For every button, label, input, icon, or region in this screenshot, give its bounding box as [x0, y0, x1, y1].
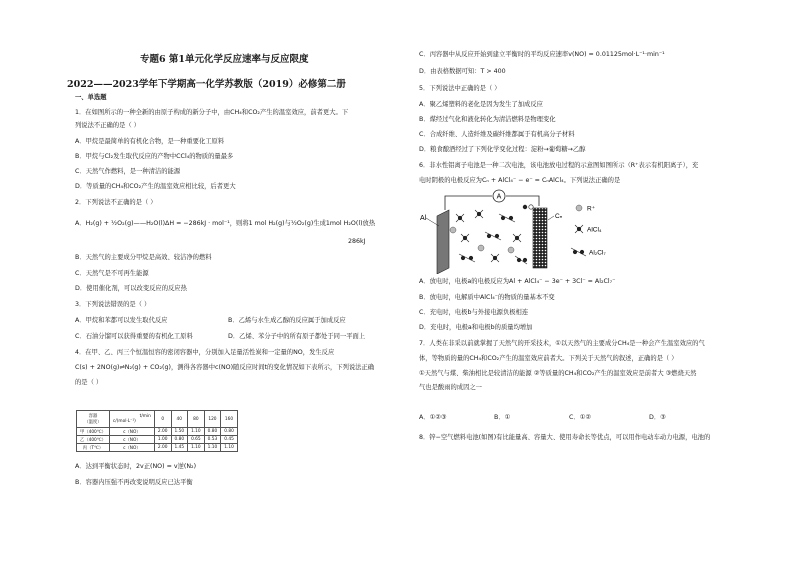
q6-option-c: C．充电时，电极b与外接电源负极相连	[419, 309, 529, 316]
table-cell: 0.80	[221, 428, 238, 436]
q6-stem-line2: 电时阴极的电极反应为Cₙ + AlCl₄⁻ − e⁻ = CₙAlCl₄。下列说法正确的是	[419, 177, 621, 184]
cation-dot	[450, 227, 456, 233]
q1-stem-line2: 列说法不正确的是（ ）	[75, 122, 140, 129]
table-header-conc: c/(mol·L⁻¹)	[112, 419, 136, 424]
q3-option-a: A．甲烷和苯都可以发生取代反应	[75, 317, 168, 324]
table-row	[77, 428, 238, 436]
section-heading: 一、单选题	[75, 94, 107, 101]
cation-dot	[478, 245, 484, 251]
q7-stem-line3: ①天然气与煤、柴油相比是较清洁的能源 ②等质量的CH₄和CO₂产生的温室效应是前者大 ③燃烧天然	[419, 370, 697, 377]
q1-option-b: B．甲烷与Cl₂发生取代反应的产物中CCl₄的物质的量最多	[75, 153, 234, 160]
q7-option-d: D．③	[649, 414, 666, 421]
table-cell: 1.10	[188, 444, 205, 452]
q7-stem-line2: 体，等物质的量的CH₄和CO₂产生的温室效应前者大。下列关于天然气的叙述，正确的是（ ）	[419, 355, 678, 362]
electrolyte-ions	[456, 210, 527, 264]
electron-dot	[529, 205, 533, 209]
table-cell: 1.10	[204, 444, 221, 452]
table-cell: 0.65	[188, 436, 205, 444]
q8-stem: 8．锌−空气燃料电池(如图)有比能量高、容量大、使用寿命长等优点，可以用作电动车动力电源，电池的	[419, 434, 711, 441]
q7-stem-line1: 7．人类在非采以前就掌握了天然气的开采技术，①以天然气的主要成分CH₄是一种会产生温室效应的气	[419, 340, 705, 347]
legend-al2cl7-label: Al₂Cl₇	[589, 249, 606, 257]
table-header-time: t/min	[139, 414, 151, 419]
cn-electrode-label: Cₙ	[555, 213, 563, 220]
q5-option-a: A．聚乙烯塑料的老化是因为发生了加成反应	[419, 101, 543, 108]
table-row-species: c（NO）	[109, 428, 154, 436]
q5-option-c: C．合成纤维、人造纤维及碳纤维都属于有机高分子材料	[419, 131, 575, 138]
table-header-temp: （温度）	[84, 420, 102, 425]
table-row-label: 丙（T℃）	[77, 444, 110, 452]
table-cell: 0.80	[204, 428, 221, 436]
table-cell: 1.45	[171, 444, 188, 452]
aluminum-ion-battery-diagram	[415, 186, 625, 274]
q1-stem-line1: 1．在如图所示的一种全新的由原子构成的新分子中，由CH₄和CO₂产生的温室效应，前者更大。下	[75, 109, 349, 116]
page-subtitle: 2022——2023学年下学期高一化学苏教版（2019）必修第二册	[67, 79, 346, 90]
q4-option-b: B．容器内压强不再改变说明反应已达平衡	[75, 479, 193, 486]
q1-option-a: A．甲烷是最简单的有机化合物，是一种重要化工原料	[75, 138, 225, 145]
q7-option-b: B．①	[494, 414, 511, 421]
ion-dot	[523, 258, 527, 262]
table-row-species: c（NO）	[109, 444, 154, 452]
q2-option-a-cont: 286kJ	[348, 238, 366, 245]
electron-dot	[523, 205, 527, 209]
q3-stem: 3．下列说法错误的是（ ）	[75, 301, 151, 308]
q6-option-a: A．放电时，电极a的电极反应为Al + AlCl₄⁻ − 3e⁻ + 3Cl⁻ = Al₂Cl₇⁻	[419, 278, 616, 285]
q6-option-b: B．放电时，电解质中AlCl₄⁻的物质的量基本不变	[419, 294, 555, 301]
table-row-label: 乙（400℃）	[77, 436, 110, 444]
legend-al2cl7-icon	[571, 248, 586, 256]
table-cell: 1.50	[171, 428, 188, 436]
q2-stem: 2．下列说法不正确的是（ ）	[75, 199, 157, 206]
q4-stem-line2: C(s) + 2NO(g)⇌N₂(g) + CO₂(g)，测得各容器中c(NO)随反应时间t的变化情况如下表所示，下列说法正确	[75, 364, 375, 371]
q1-option-d: D．等质量的CH₄和CO₂产生的温室效应相比较，后者更大	[75, 183, 236, 190]
q3-option-b: B．乙烯与水生成乙醇的反应属于加成反应	[228, 317, 346, 324]
cation-dot	[508, 247, 514, 253]
table-diagonal-cell	[109, 411, 154, 428]
table-cell: 2.00	[154, 444, 171, 452]
legend-alcl4-label: AlCl₄	[587, 226, 602, 234]
q4-option-c: C．丙容器中从反应开始到建立平衡时的平均反应速率v(NO) = 0.01125mol·L⁻¹·min⁻¹	[419, 51, 665, 58]
q3-option-d: D．乙烯、苯分子中的所有原子都处于同一平面上	[228, 333, 366, 340]
q4-stem-line3: 的是（ ）	[75, 379, 103, 386]
table-row	[77, 436, 238, 444]
q5-stem: 5．下列说法中正确的是（ ）	[419, 85, 501, 92]
legend-alcl4-icon	[575, 225, 583, 233]
q6-option-d: D．充电时，电极a和电极b的质量均增加	[419, 324, 533, 331]
table-row-species: c（NO）	[109, 436, 154, 444]
table-cell: 1.00	[154, 436, 171, 444]
table-row	[77, 444, 238, 452]
q4-stem-line1: 4．在甲、乙、丙三个恒温恒容的密闭容器中，分别加入足量活性炭和一定量的NO，发生反应	[75, 349, 335, 356]
q4-option-d: D．由表格数据可知：T > 400	[419, 68, 506, 75]
q2-option-b: B．天然气的主要成分甲烷是高效、较洁净的燃料	[75, 254, 212, 261]
q7-stem-line4: 气也是酸雨的成因之一	[419, 384, 482, 391]
legend-r-label: R⁺	[587, 205, 596, 213]
table-time-160: 160	[221, 411, 238, 428]
table-cell: 0.53	[204, 436, 221, 444]
table-time-80: 80	[188, 411, 205, 428]
table-header-container: 容器	[88, 414, 98, 419]
q5-option-d: D．粮食酿酒经过了下列化学变化过程：淀粉→葡萄糖→乙醇	[419, 146, 586, 153]
table-time-120: 120	[204, 411, 221, 428]
q7-option-c: C．①②	[569, 414, 591, 421]
al-electrode	[437, 210, 449, 274]
q4-option-a: A．达到平衡状态时，2v正(NO) = v逆(N₂)	[75, 463, 197, 470]
table-row-label: 甲（400℃）	[77, 428, 110, 436]
q2-option-c: C．天然气是不可再生能源	[75, 270, 149, 277]
q2-option-a: A．H₂(g) + ½O₂(g)——H₂O(l)ΔH = −286kJ · mol⁻¹，则将1 mol H₂(g)与½O₂(g)生成1mol H₂O(l)放热	[75, 220, 376, 227]
table-cell: 2.00	[154, 428, 171, 436]
cn-electrode	[533, 208, 547, 268]
ammeter-label: A	[496, 193, 502, 201]
q6-stem-line1: 6．非水性铝离子电池是一种二次电池，该电池放电过程的示意图如图所示（R⁺表示有机阳离子），充	[419, 162, 699, 169]
q3-option-c: C．石油分馏可以获得重要的有机化工原料	[75, 333, 193, 340]
external-wire-right	[506, 196, 539, 206]
q1-option-c: C．天然气作燃料，是一种清洁的能源	[75, 168, 181, 175]
q7-option-a: A．①②③	[419, 414, 447, 421]
legend-r-icon	[576, 205, 582, 211]
table-cell: 1.10	[221, 444, 238, 452]
nc-concentration-table	[76, 410, 238, 452]
external-wire-left	[445, 196, 492, 210]
al-electrode-label: Al	[420, 215, 427, 222]
q5-option-b: B．煤经过气化和液化转化为清洁燃料是物理变化	[419, 116, 556, 123]
table-time-0: 0	[154, 411, 171, 428]
table-time-40: 40	[171, 411, 188, 428]
table-cell: 0.80	[171, 436, 188, 444]
cn-label-pointer	[548, 216, 554, 220]
table-cell: 1.10	[188, 428, 205, 436]
table-cell: 0.45	[221, 436, 238, 444]
page-title: 专题6 第1单元化学反应速率与反应限度	[140, 54, 309, 65]
q2-option-d: D．使用催化剂，可以改变反应的反应热	[75, 285, 187, 292]
table-corner	[77, 411, 110, 428]
